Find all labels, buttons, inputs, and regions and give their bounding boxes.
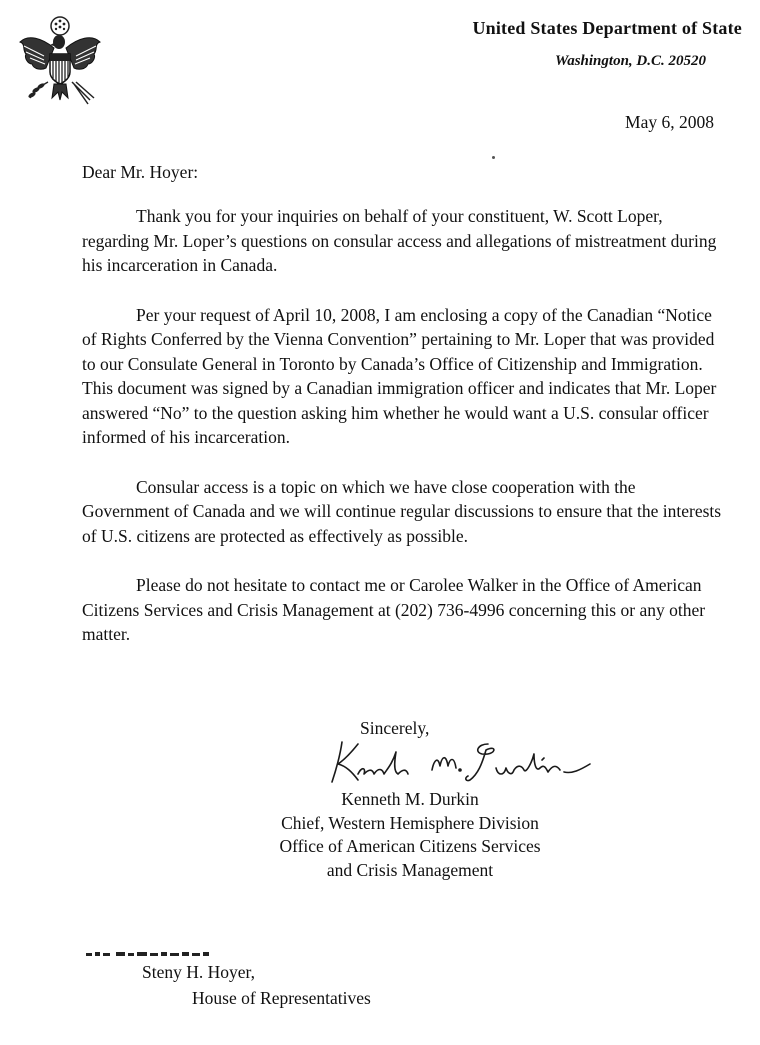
letterhead <box>472 18 742 70</box>
signatory-name: Kenneth M. Durkin <box>341 789 479 809</box>
letter-body <box>82 204 722 672</box>
recipient-organization: House of Representatives <box>192 988 371 1008</box>
salutation: Dear Mr. Hoyer: <box>82 162 199 182</box>
department-address: Washington, D.C. 20520 <box>554 53 706 69</box>
paragraph-contact: Please do not hesitate to contact me or Carolee Walker in the Office of American Citizens Services and Crisis Management at (202) 736-4996 concerning this or any other matter. <box>82 575 706 644</box>
signatory-office-cont: and Crisis Management <box>326 859 494 880</box>
illegible-cut-line <box>86 946 226 956</box>
signature-block <box>230 788 590 882</box>
recipient-name: Steny H. Hoyer, <box>142 962 256 982</box>
paragraph-enclosure: Per your request of April 10, 2008, I am enclosing a copy of the Canadian “Notice of Rights Conferred by the Vienna Convention” pertaining to Mr. Loper that was provided to our Consulate General in Toronto by Canada’s Office of Citizenship and Immigration. This document was signed by a Canadian immigration officer and indicates that Mr. Loper answered “No” to the question asking him whether he would want a U.S. consular officer informed of his incarceration. <box>82 304 717 447</box>
signatory-office: Office of American Citizens Services <box>279 836 541 856</box>
letter-date: May 6, 2008 <box>625 112 714 132</box>
closing: Sincerely, <box>360 718 430 738</box>
paragraph-consular-access: Consular access is a topic on which we have close cooperation with the Government of Canada and we will continue regular discussions to ensure that the interests of U.S. citizens are protected as effectively as possible. <box>82 476 722 546</box>
paragraph-inquiries: Thank you for your inquiries on behalf of your constituent, W. Scott Loper, regarding Mr. Loper’s questions on consular access and allegations of mistreatment during his incarceration in Canada. <box>82 206 717 275</box>
handwritten-signature <box>328 734 598 790</box>
department-name: United States Department of State <box>472 18 742 38</box>
great-seal-eagle-icon <box>14 12 106 112</box>
scan-speck <box>492 156 495 159</box>
signatory-title: Chief, Western Hemisphere Division <box>281 812 539 833</box>
